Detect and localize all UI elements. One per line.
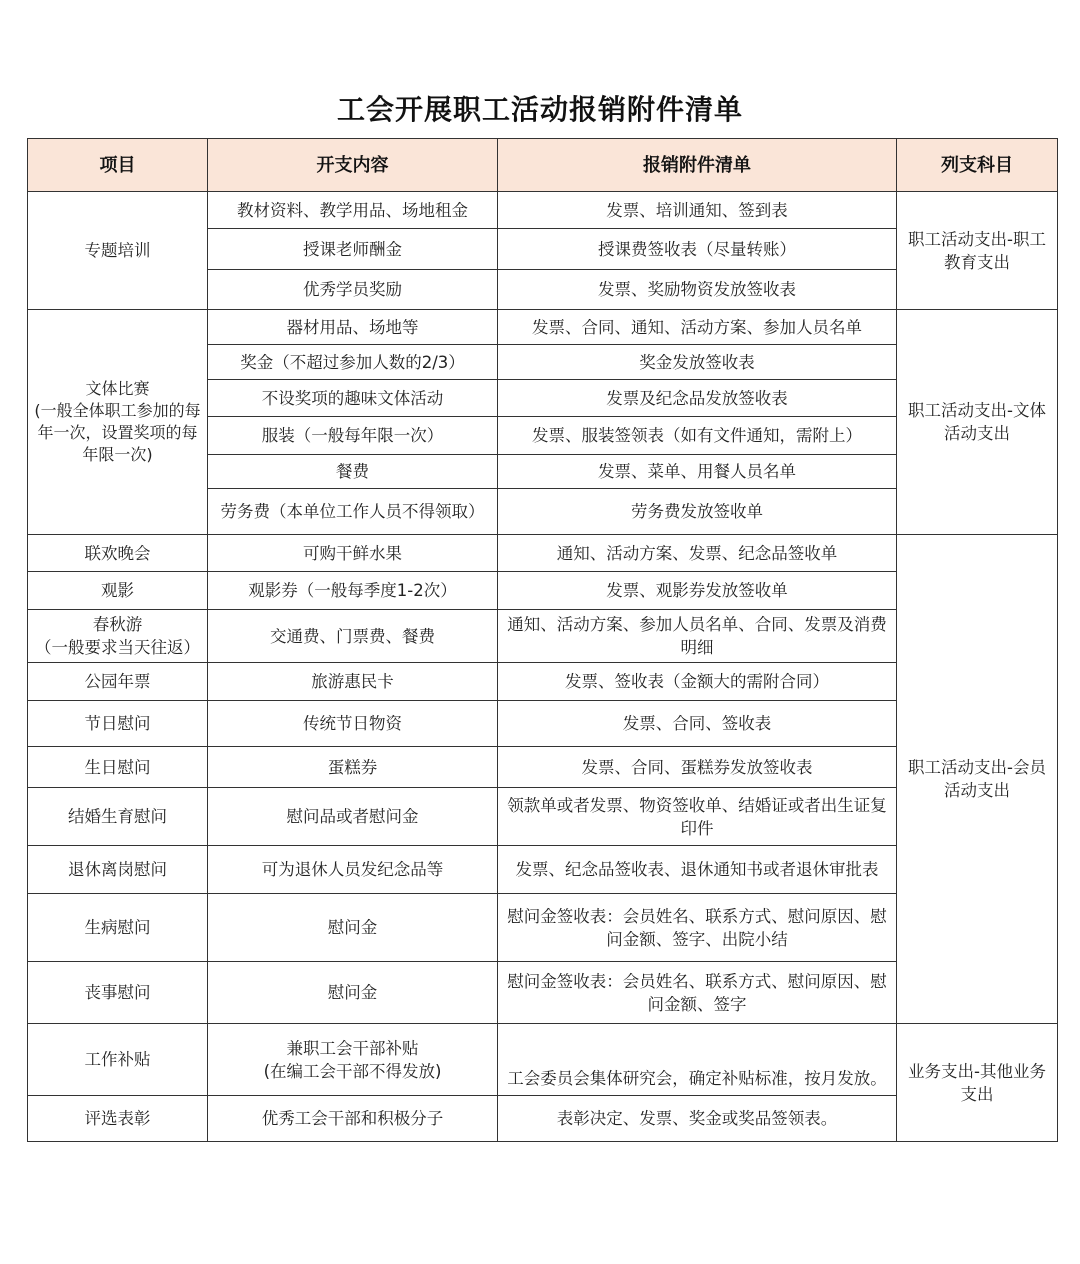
project-cell: 公园年票 (28, 663, 208, 701)
project-cell: 节日慰问 (28, 701, 208, 747)
content-cell: 劳务费（本单位工作人员不得领取） (208, 489, 498, 535)
attachments-cell: 领款单或者发票、物资签收单、结婚证或者出生证复印件 (498, 788, 897, 846)
content-cell: 传统节日物资 (208, 701, 498, 747)
attachments-cell: 发票、纪念品签收表、退休通知书或者退休审批表 (498, 846, 897, 894)
attachments-cell: 发票、奖励物资发放签收表 (498, 270, 897, 310)
content-cell: 授课老师酬金 (208, 229, 498, 270)
attachments-cell: 慰问金签收表：会员姓名、联系方式、慰问原因、慰问金额、签字 (498, 962, 897, 1024)
page-title: 工会开展职工活动报销附件清单 (336, 93, 743, 126)
content-cell: 旅游惠民卡 (208, 663, 498, 701)
project-cell: 观影 (28, 572, 208, 610)
header-project: 项目 (28, 139, 208, 192)
attachments-cell: 发票、培训通知、签到表 (498, 192, 897, 229)
content-cell: 服装（一般每年限一次） (208, 417, 498, 455)
attachments-cell: 授课费签收表（尽量转账） (498, 229, 897, 270)
project-cell: 退休离岗慰问 (28, 846, 208, 894)
attachments-cell: 发票及纪念品发放签收表 (498, 380, 897, 417)
content-cell: 奖金（不超过参加人数的2/3） (208, 345, 498, 380)
project-cell: 春秋游 （一般要求当天往返） (28, 610, 208, 663)
content-cell: 慰问金 (208, 894, 498, 962)
attachments-cell: 通知、活动方案、参加人员名单、合同、发票及消费明细 (498, 610, 897, 663)
attachments-cell: 发票、菜单、用餐人员名单 (498, 455, 897, 489)
table-row (28, 1024, 1058, 1096)
attachments-cell: 奖金发放签收表 (498, 345, 897, 380)
content-cell: 不设奖项的趣味文体活动 (208, 380, 498, 417)
attachments-cell: 发票、签收表（金额大的需附合同） (498, 663, 897, 701)
attachments-cell: 发票、合同、签收表 (498, 701, 897, 747)
reimbursement-table (27, 138, 1058, 1142)
content-cell: 交通费、门票费、餐费 (208, 610, 498, 663)
project-cell: 丧事慰问 (28, 962, 208, 1024)
project-cell: 评选表彰 (28, 1096, 208, 1142)
attachments-cell: 慰问金签收表：会员姓名、联系方式、慰问原因、慰问金额、签字、出院小结 (498, 894, 897, 962)
table-row (28, 535, 1058, 572)
attachments-cell: 通知、活动方案、发票、纪念品签收单 (498, 535, 897, 572)
content-cell: 器材用品、场地等 (208, 310, 498, 345)
content-cell: 兼职工会干部补贴 (在编工会干部不得发放) (208, 1024, 498, 1096)
account-cell: 业务支出-其他业务支出 (897, 1024, 1058, 1142)
content-cell: 可为退休人员发纪念品等 (208, 846, 498, 894)
project-cell: 文体比赛 (一般全体职工参加的每年一次，设置奖项的每年限一次) (28, 310, 208, 535)
content-cell: 观影券（一般每季度1-2次） (208, 572, 498, 610)
content-cell: 慰问金 (208, 962, 498, 1024)
attachments-cell: 劳务费发放签收单 (498, 489, 897, 535)
project-cell: 工作补贴 (28, 1024, 208, 1096)
project-cell: 结婚生育慰问 (28, 788, 208, 846)
attachments-cell: 发票、服装签领表（如有文件通知，需附上） (498, 417, 897, 455)
header-account: 列支科目 (897, 139, 1058, 192)
account-cell: 职工活动支出-职工教育支出 (897, 192, 1058, 310)
account-cell: 职工活动支出-会员活动支出 (897, 535, 1058, 1024)
content-cell: 慰问品或者慰问金 (208, 788, 498, 846)
account-cell: 职工活动支出-文体活动支出 (897, 310, 1058, 535)
table-header-row (28, 139, 1058, 192)
header-attachments: 报销附件清单 (498, 139, 897, 192)
project-cell: 联欢晚会 (28, 535, 208, 572)
header-content: 开支内容 (208, 139, 498, 192)
project-cell: 专题培训 (28, 192, 208, 310)
table-row (28, 310, 1058, 345)
attachments-cell: 发票、合同、蛋糕券发放签收表 (498, 747, 897, 788)
content-cell: 餐费 (208, 455, 498, 489)
attachments-cell: 发票、观影券发放签收单 (498, 572, 897, 610)
table-row (28, 192, 1058, 229)
attachments-cell: 表彰决定、发票、奖金或奖品签领表。 (498, 1096, 897, 1142)
content-cell: 蛋糕券 (208, 747, 498, 788)
project-cell: 生日慰问 (28, 747, 208, 788)
content-cell: 优秀学员奖励 (208, 270, 498, 310)
project-cell: 生病慰问 (28, 894, 208, 962)
content-cell: 可购干鲜水果 (208, 535, 498, 572)
attachments-cell: 工会委员会集体研究会，确定补贴标准，按月发放。 (498, 1024, 897, 1096)
attachments-cell: 发票、合同、通知、活动方案、参加人员名单 (498, 310, 897, 345)
content-cell: 优秀工会干部和积极分子 (208, 1096, 498, 1142)
content-cell: 教材资料、教学用品、场地租金 (208, 192, 498, 229)
